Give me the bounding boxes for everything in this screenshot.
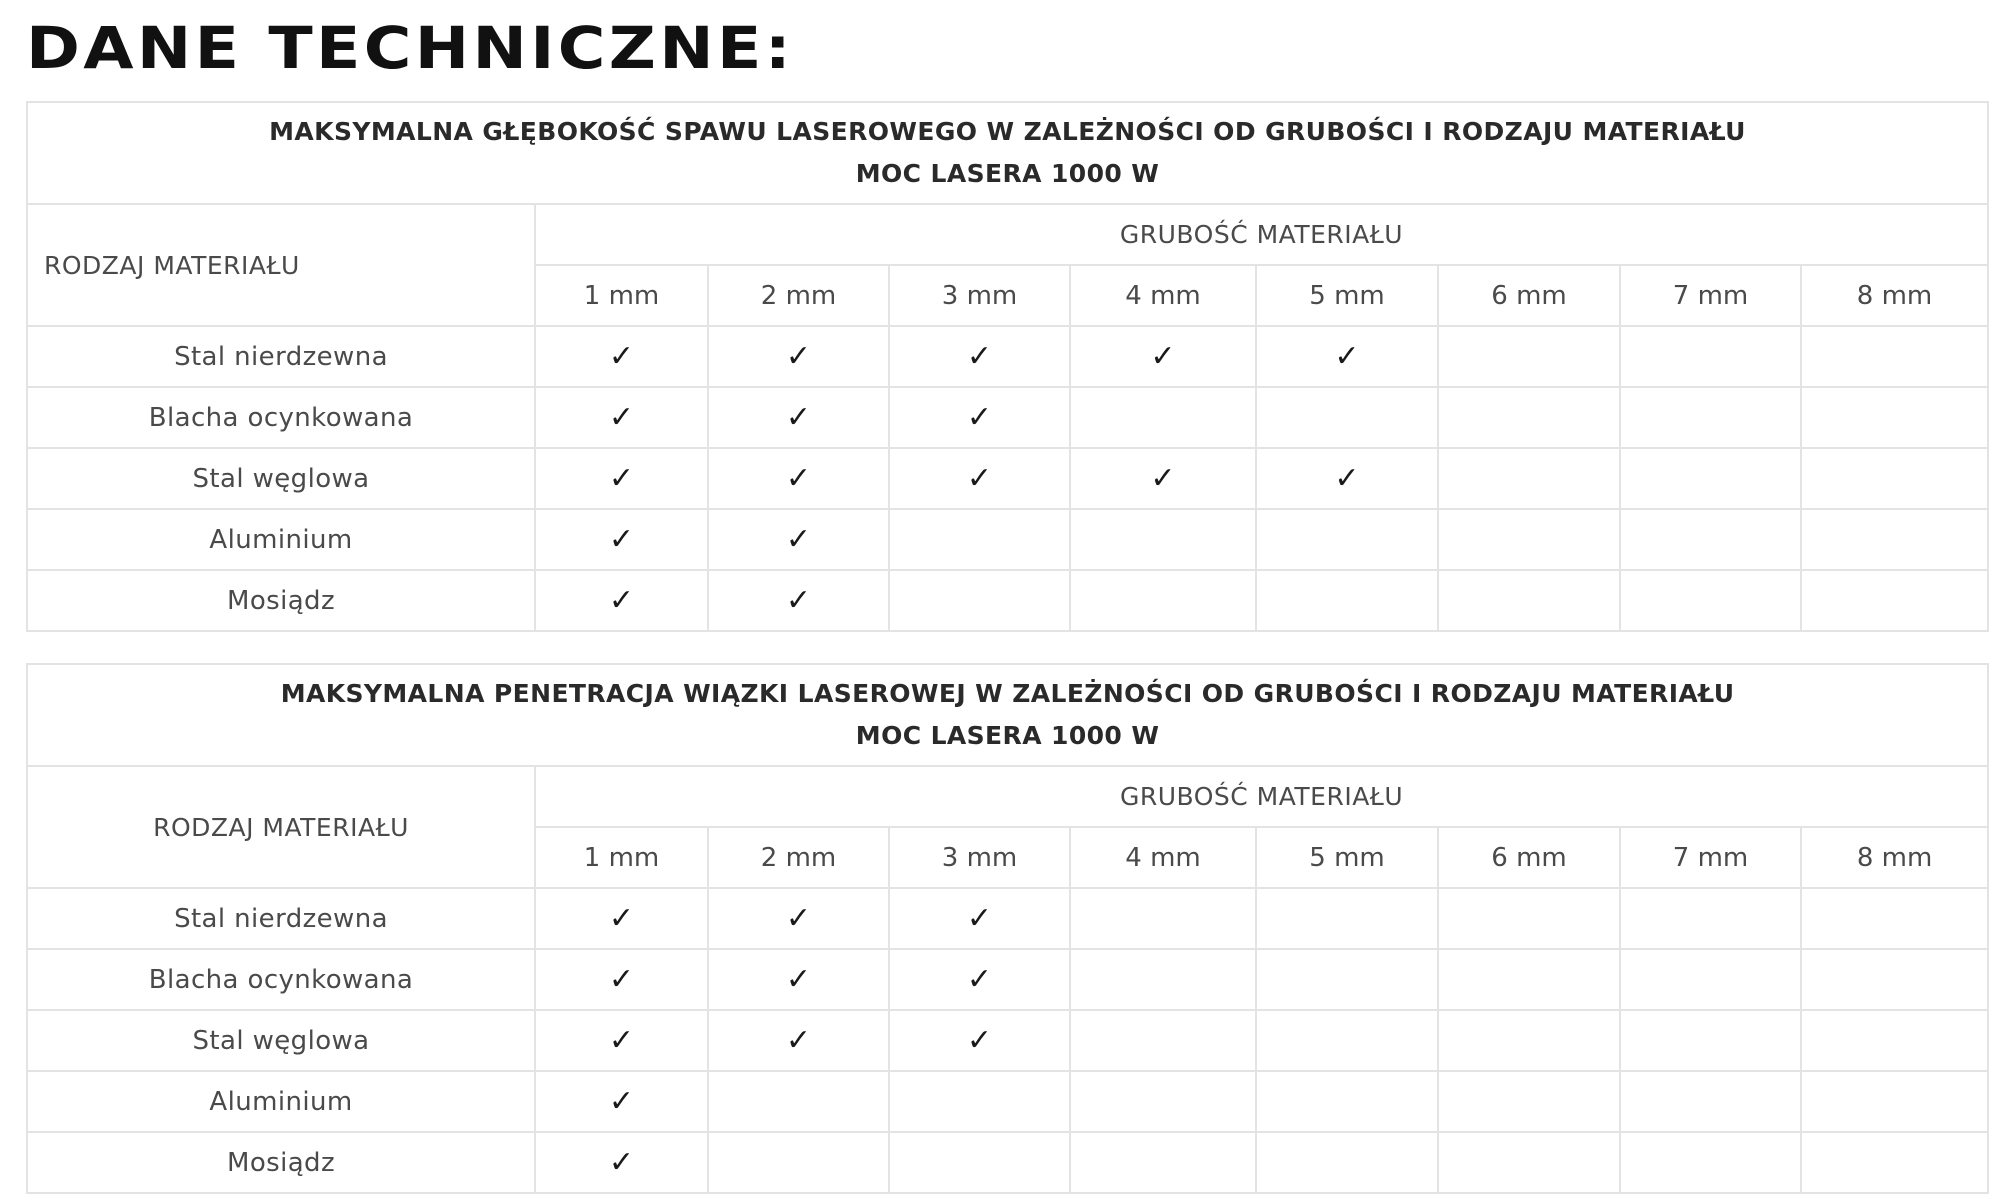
check-cell: [1801, 509, 1988, 570]
material-label: Stal nierdzewna: [27, 326, 535, 387]
thickness-header-5mm: 5 mm: [1256, 827, 1438, 888]
check-cell: [1438, 1010, 1620, 1071]
check-cell: ✓: [535, 888, 708, 949]
check-cell: [889, 570, 1070, 631]
check-cell: ✓: [535, 1132, 708, 1193]
table-row: [27, 1132, 1988, 1193]
check-cell: ✓: [535, 387, 708, 448]
check-cell: [1620, 1010, 1801, 1071]
check-cell: [1620, 387, 1801, 448]
check-cell: ✓: [1256, 326, 1438, 387]
check-cell: [1256, 1071, 1438, 1132]
check-cell: ✓: [535, 949, 708, 1010]
check-cell: [1070, 949, 1256, 1010]
thickness-header-7mm: 7 mm: [1620, 265, 1801, 326]
check-cell: [1070, 1010, 1256, 1071]
table-caption: [27, 102, 1988, 204]
table-caption-line1: MAKSYMALNA GŁĘBOKOŚĆ SPAWU LASEROWEGO W ZALEŻNOŚCI OD GRUBOŚCI I RODZAJU MATERIAŁU: [269, 117, 1746, 146]
check-cell: [1438, 509, 1620, 570]
material-label: Blacha ocynkowana: [27, 387, 535, 448]
table-row: [27, 448, 1988, 509]
check-cell: ✓: [708, 949, 889, 1010]
page-title: DANE TECHNICZNE:: [26, 14, 795, 82]
table-caption-line1: MAKSYMALNA PENETRACJA WIĄZKI LASEROWEJ W ZALEŻNOŚCI OD GRUBOŚCI I RODZAJU MATERIAŁU: [280, 679, 1735, 708]
check-cell: ✓: [889, 326, 1070, 387]
check-cell: [1256, 570, 1438, 631]
table-row: [27, 570, 1988, 631]
check-cell: [1070, 387, 1256, 448]
check-cell: [1256, 949, 1438, 1010]
thickness-header-5mm: 5 mm: [1256, 265, 1438, 326]
check-cell: ✓: [1256, 448, 1438, 509]
check-cell: [1256, 387, 1438, 448]
weld-depth-table: [26, 101, 1989, 632]
check-cell: [1438, 570, 1620, 631]
check-cell: ✓: [708, 326, 889, 387]
beam-penetration-table: [26, 663, 1989, 1194]
material-label: Blacha ocynkowana: [27, 949, 535, 1010]
material-column-header: RODZAJ MATERIAŁU: [27, 766, 535, 888]
check-cell: [889, 1132, 1070, 1193]
thickness-header-8mm: 8 mm: [1801, 265, 1988, 326]
check-cell: ✓: [889, 1010, 1070, 1071]
check-cell: [708, 1132, 889, 1193]
thickness-header-2mm: 2 mm: [708, 827, 889, 888]
thickness-header-6mm: 6 mm: [1438, 265, 1620, 326]
check-cell: [1070, 1071, 1256, 1132]
thickness-header-3mm: 3 mm: [889, 265, 1070, 326]
check-cell: [1070, 509, 1256, 570]
check-cell: [1801, 570, 1988, 631]
check-cell: [1801, 387, 1988, 448]
check-cell: [1438, 1071, 1620, 1132]
check-cell: [1438, 888, 1620, 949]
table-caption-line2: MOC LASERA 1000 W: [855, 159, 1160, 188]
check-cell: ✓: [535, 326, 708, 387]
check-cell: [1438, 949, 1620, 1010]
material-label: Aluminium: [27, 1071, 535, 1132]
check-cell: ✓: [535, 1010, 708, 1071]
table-row: [27, 387, 1988, 448]
check-cell: [1801, 1071, 1988, 1132]
check-cell: ✓: [708, 888, 889, 949]
material-label: Mosiądz: [27, 1132, 535, 1193]
check-cell: ✓: [708, 509, 889, 570]
table-row: [27, 888, 1988, 949]
thickness-header-4mm: 4 mm: [1070, 265, 1256, 326]
check-cell: [1438, 326, 1620, 387]
table-row: [27, 1010, 1988, 1071]
table-row: [27, 509, 1988, 570]
table-row: [27, 1071, 1988, 1132]
thickness-group-header: GRUBOŚĆ MATERIAŁU: [535, 766, 1988, 827]
thickness-header-6mm: 6 mm: [1438, 827, 1620, 888]
check-cell: [1620, 448, 1801, 509]
thickness-group-header: GRUBOŚĆ MATERIAŁU: [535, 204, 1988, 265]
check-cell: [1801, 949, 1988, 1010]
check-cell: [1438, 387, 1620, 448]
check-cell: ✓: [708, 570, 889, 631]
check-cell: [708, 1071, 889, 1132]
check-cell: ✓: [1070, 448, 1256, 509]
thickness-header-4mm: 4 mm: [1070, 827, 1256, 888]
check-cell: [1620, 570, 1801, 631]
check-cell: [1801, 888, 1988, 949]
check-cell: [1070, 888, 1256, 949]
check-cell: [1070, 1132, 1256, 1193]
check-cell: ✓: [535, 1071, 708, 1132]
check-cell: ✓: [889, 888, 1070, 949]
material-label: Stal węglowa: [27, 1010, 535, 1071]
check-cell: ✓: [535, 570, 708, 631]
material-label: Stal nierdzewna: [27, 888, 535, 949]
check-cell: [1438, 448, 1620, 509]
check-cell: [1070, 570, 1256, 631]
check-cell: ✓: [708, 387, 889, 448]
check-cell: [1620, 888, 1801, 949]
check-cell: ✓: [708, 1010, 889, 1071]
thickness-header-8mm: 8 mm: [1801, 827, 1988, 888]
material-label: Aluminium: [27, 509, 535, 570]
material-label: Stal węglowa: [27, 448, 535, 509]
thickness-header-1mm: 1 mm: [535, 827, 708, 888]
thickness-header-3mm: 3 mm: [889, 827, 1070, 888]
check-cell: [1801, 1132, 1988, 1193]
check-cell: [1801, 1010, 1988, 1071]
table-row: [27, 326, 1988, 387]
material-column-header: RODZAJ MATERIAŁU: [27, 204, 535, 326]
check-cell: [889, 1071, 1070, 1132]
check-cell: [1620, 326, 1801, 387]
check-cell: ✓: [889, 387, 1070, 448]
check-cell: ✓: [535, 509, 708, 570]
check-cell: [1256, 1010, 1438, 1071]
thickness-header-1mm: 1 mm: [535, 265, 708, 326]
check-cell: [889, 509, 1070, 570]
table-caption: [27, 664, 1988, 766]
check-cell: [1620, 509, 1801, 570]
check-cell: ✓: [708, 448, 889, 509]
check-cell: [1620, 1132, 1801, 1193]
thickness-header-7mm: 7 mm: [1620, 827, 1801, 888]
check-cell: [1256, 888, 1438, 949]
check-cell: ✓: [889, 448, 1070, 509]
check-cell: ✓: [889, 949, 1070, 1010]
check-cell: [1438, 1132, 1620, 1193]
check-cell: [1620, 949, 1801, 1010]
thickness-header-2mm: 2 mm: [708, 265, 889, 326]
check-cell: [1801, 326, 1988, 387]
table-row: [27, 949, 1988, 1010]
check-cell: ✓: [1070, 326, 1256, 387]
check-cell: [1256, 509, 1438, 570]
check-cell: [1801, 448, 1988, 509]
check-cell: [1256, 1132, 1438, 1193]
table-caption-line2: MOC LASERA 1000 W: [855, 721, 1160, 750]
check-cell: ✓: [535, 448, 708, 509]
check-cell: [1620, 1071, 1801, 1132]
material-label: Mosiądz: [27, 570, 535, 631]
